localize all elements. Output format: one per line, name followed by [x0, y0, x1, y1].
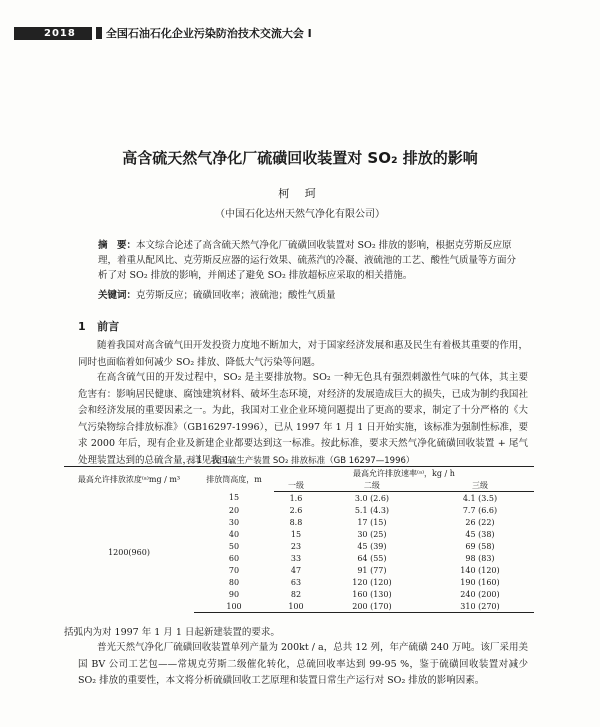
cell-height: 40	[228, 529, 240, 539]
cell-height: 60	[228, 553, 240, 563]
cell-grade-1: 63	[290, 577, 302, 587]
cell-grade-1: 33	[290, 553, 302, 563]
conference-title: 全国石油石化企业污染防治技术交流大会 I	[105, 27, 312, 40]
section-title: 前言	[97, 320, 120, 333]
cell-grade-1: 1.6	[289, 493, 303, 503]
affiliation: （中国石化达州天然气净化有限公司）	[215, 209, 385, 220]
cell-grade-3: 240 (200)	[460, 589, 500, 599]
cell-height: 70	[228, 565, 240, 575]
cell-height: 15	[228, 493, 240, 503]
cell-grade-1: 47	[290, 565, 302, 575]
cell-grade-2: 17 (15)	[357, 517, 387, 527]
section-heading	[78, 318, 119, 334]
cell-height: 80	[228, 577, 240, 587]
concentration-value: 1200(960)	[108, 547, 150, 557]
cell-grade-1: 82	[290, 589, 302, 599]
cell-grade-1: 100	[274, 600, 318, 613]
paragraph-3: 普光天然气净化厂硫磺回收装置单列产量为 200kt / a，总共 12 列，年产硫磺 240 万吨。该厂采用美国 BV 公司工艺包——常规克劳斯二级催化转化，总硫回收率达到 99-95 %，鉴于硫磺回收装置对减少 SO₂ 排放的重要性，本文将分析硫磺回收工艺原理和装置日常生产运行对 SO₂ 排放的影响因素。	[78, 642, 528, 686]
cell-grade-3: 310 (270)	[426, 600, 534, 613]
header-grade-2: 二级	[318, 479, 426, 492]
cell-height: 30	[228, 517, 240, 527]
cell-grade-3: 140 (120)	[460, 565, 500, 575]
cell-grade-3: 45 (38)	[465, 529, 495, 539]
cell-grade-2: 200 (170)	[318, 600, 426, 613]
cell-grade-1: 2.6	[289, 505, 303, 515]
section-number: 1	[78, 320, 86, 333]
emission-standard-table	[64, 466, 534, 613]
paragraph-2: 在高含硫气田的开发过程中，SO₂ 是主要排放物。SO₂ 一种无色具有强烈刺激性气味的气体，其主要危害有：影响居民健康、腐蚀建筑材料、破坏生态环境，对经济的发展造成巨大的损失，已成为制约我国社会和经济发展的重要因素之一。为此，我国对工业企业环境问题提出了更高的要求，制定了十分严格的《大气污染物综合排放标准》（GB16297-1996），已从 1997 年 1 月 1 日开始实施，该标准为强制性标准，要求 2000 年后，现有企业及新建企业都要达到这一标准。按此标准，要求天然气净化硫磺回收装置 + 尾气处理装置达到的总硫含量，详见表 1。	[78, 372, 528, 466]
cell-grade-1: 8.8	[289, 517, 303, 527]
abstract-text: 本文综合论述了高含硫天然气净化厂硫磺回收装置对 SO₂ 排放的影响，根据克劳斯反应原理，着重从配风比、克劳斯反应器的运行效果、硫蒸汽的冷凝、液硫池的工艺、酸性气质量等方面分析了对 SO₂ 排放的影响，并阐述了避免 SO₂ 排放超标应采取的相关措施。	[98, 240, 517, 281]
keywords-text: 克劳斯反应；硫磺回收率；液硫池；酸性气质量	[136, 290, 336, 301]
cell-grade-3: 69 (58)	[465, 541, 495, 551]
abstract	[98, 238, 524, 283]
header-stack-height: 排放筒高度，m	[194, 467, 274, 492]
cell-height: 20	[228, 505, 240, 515]
cell-grade-1: 15	[290, 529, 302, 539]
cell-grade-2: 160 (130)	[352, 589, 392, 599]
cell-height: 100	[194, 600, 274, 613]
cell-grade-2: 64 (55)	[357, 553, 387, 563]
cell-grade-3: 26 (22)	[465, 517, 495, 527]
author: 柯 珂	[278, 187, 322, 200]
abstract-label: 摘 要：	[98, 240, 137, 251]
cell-grade-2: 45 (39)	[357, 541, 387, 551]
header-concentration: 最高允许排放浓度⁽ᵃ⁾mg / m³	[64, 467, 194, 492]
cell-grade-3: 7.7 (6.6)	[462, 505, 498, 515]
cell-height: 50	[228, 541, 240, 551]
header-grade-3: 三级	[426, 479, 534, 492]
keywords-label: 关键词：	[98, 290, 137, 301]
header-rate-group: 最高允许排放速率⁽ᵃ⁾，kg / h	[274, 467, 534, 480]
cell-height: 90	[228, 589, 240, 599]
cell-grade-2: 5.1 (4.3)	[354, 505, 390, 515]
cell-grade-2: 91 (77)	[357, 565, 387, 575]
table-caption: 表 1 我国硫生产装置 SO₂ 排放标准（GB 16297—1996）	[185, 456, 415, 466]
table-note: 括弧内为对 1997 年 1 月 1 日起新建装置的要求。	[64, 627, 280, 638]
cell-grade-2: 3.0 (2.6)	[354, 493, 390, 503]
cell-grade-3: 98 (83)	[465, 553, 495, 563]
keywords	[98, 287, 524, 301]
page-header	[14, 24, 546, 42]
paragraph-1: 随着我国对高含硫气田开发投资力度地不断加大，对于国家经济发展和惠及民生有着极其重要的作用，同时也面临着如何减少 SO₂ 排放、降低大气污染等问题。	[78, 340, 528, 368]
year-label: 2018	[14, 27, 92, 40]
cell-grade-3: 4.1 (3.5)	[462, 493, 498, 503]
table-row	[64, 492, 534, 505]
header-marker	[96, 27, 102, 39]
cell-grade-2: 30 (25)	[357, 529, 387, 539]
cell-grade-3: 190 (160)	[460, 577, 500, 587]
cell-grade-2: 120 (120)	[352, 577, 392, 587]
cell-grade-1: 23	[290, 541, 302, 551]
header-grade-1: 一级	[274, 479, 318, 492]
paper-title: 高含硫天然气净化厂硫磺回收装置对 SO₂ 排放的影响	[122, 149, 478, 167]
